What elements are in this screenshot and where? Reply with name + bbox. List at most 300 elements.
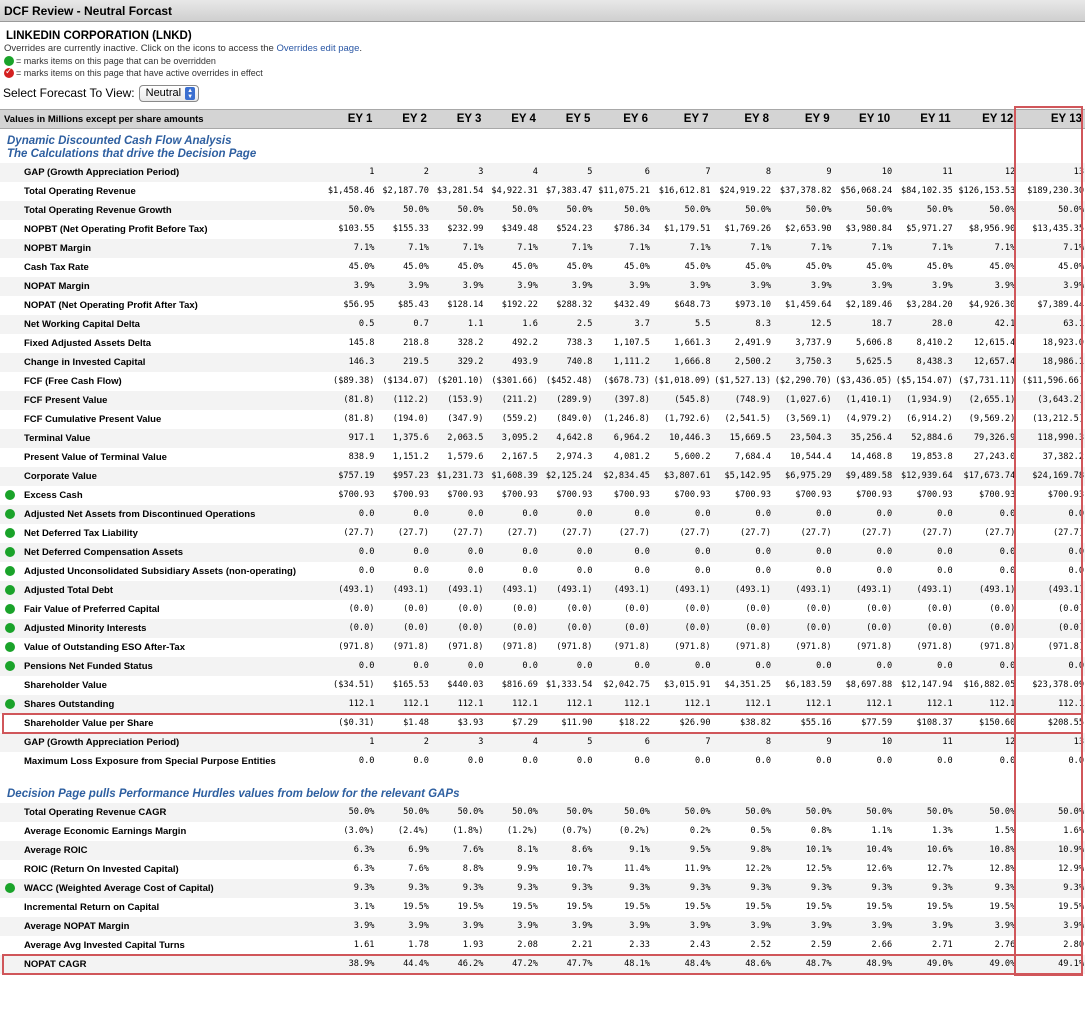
table-cell: (0.0) xyxy=(321,619,376,638)
row-label xyxy=(0,955,321,974)
table-cell: $13,435.35 xyxy=(1032,224,1084,234)
table-cell: 0.0 xyxy=(467,756,484,766)
overrides-note-text: Overrides are currently inactive. Click on the icons to access the xyxy=(4,43,277,54)
red-check-icon xyxy=(4,68,14,78)
column-header: EY 3 xyxy=(430,110,485,129)
table-cell: $208.55 xyxy=(1047,718,1084,728)
row-label-text: Change in Invested Capital xyxy=(24,356,146,368)
table-cell: 8.8% xyxy=(462,864,484,874)
table-cell: ($3,436.05) xyxy=(835,376,893,386)
table-row xyxy=(0,410,1085,429)
table-cell: $1,333.54 xyxy=(545,680,593,690)
table-cell: (2,541.5) xyxy=(724,414,772,424)
table-cell: 13 xyxy=(1016,733,1085,752)
table-cell: 63.1 xyxy=(1016,315,1085,334)
table-cell: 0.0 xyxy=(1016,657,1085,676)
table-cell: (0.0) xyxy=(866,604,893,614)
table-cell: (0.0) xyxy=(926,604,953,614)
table-cell: 0.0 xyxy=(876,566,893,576)
table-cell: 3 xyxy=(430,163,485,182)
table-cell: $56.95 xyxy=(343,300,375,310)
legend-red xyxy=(4,67,1085,79)
table-cell: 18.7 xyxy=(833,315,894,334)
table-cell: 12.8% xyxy=(989,864,1016,874)
table-cell: $26.90 xyxy=(679,718,711,728)
table-cell: (971.8) xyxy=(795,642,832,652)
table-cell: 738.3 xyxy=(566,338,593,348)
row-label-text: WACC (Weighted Average Cost of Capital) xyxy=(24,882,214,894)
table-cell: 9 xyxy=(772,163,833,182)
table-cell: 0.5 xyxy=(321,315,376,334)
table-cell: 917.1 xyxy=(321,429,376,448)
table-cell: 0.0 xyxy=(833,505,894,524)
table-header-row xyxy=(0,110,1085,129)
table-cell: 112.1 xyxy=(321,695,376,714)
table-cell: 0.0 xyxy=(893,505,954,524)
table-cell: 2.80 xyxy=(1063,940,1084,950)
table-cell: $55.16 xyxy=(800,718,832,728)
table-cell: (27.7) xyxy=(343,528,375,538)
table-cell: $16,882.05 xyxy=(963,680,1016,690)
section-title xyxy=(0,771,1085,803)
table-cell: (27.7) xyxy=(800,528,832,538)
table-cell: (27.7) xyxy=(679,528,711,538)
table-cell: (2,655.1) xyxy=(954,391,1017,410)
table-cell: ($301.66) xyxy=(491,376,538,386)
override-dot-icon[interactable] xyxy=(5,883,15,893)
table-cell: 11.9% xyxy=(684,864,711,874)
table-cell: 0.0 xyxy=(999,566,1016,576)
table-cell: 2.52 xyxy=(750,940,772,950)
row-label xyxy=(0,334,321,353)
table-cell: 3.9% xyxy=(893,277,954,296)
row-label-text: Incremental Return on Capital xyxy=(24,901,160,913)
row-label xyxy=(0,562,321,581)
table-cell: 50.0% xyxy=(1016,201,1085,220)
table-cell: 9.3% xyxy=(321,879,376,898)
table-cell: 7.6% xyxy=(408,864,429,874)
table-cell: 28.0 xyxy=(893,315,954,334)
table-cell: ($2,290.70) xyxy=(774,376,832,386)
table-cell: $84,102.35 xyxy=(900,186,953,196)
table-cell: (1,246.8) xyxy=(603,414,650,424)
table-cell: 50.0% xyxy=(772,201,833,220)
table-cell: $700.93 xyxy=(674,490,711,500)
row-label-text: GAP (Growth Appreciation Period) xyxy=(24,166,180,178)
table-cell: (194.0) xyxy=(392,414,429,424)
table-cell: (545.8) xyxy=(651,391,712,410)
section-title-line: Decision Page pulls Performance Hurdles values from below for the relevant GAPs xyxy=(7,787,460,800)
table-row xyxy=(0,955,1085,974)
table-cell: $155.33 xyxy=(392,224,429,234)
table-cell: (0.2%) xyxy=(618,826,650,836)
table-cell: 3.9% xyxy=(539,917,594,936)
table-cell: 19,853.8 xyxy=(911,452,953,462)
table-cell: 112.1 xyxy=(954,695,1017,714)
table-cell: 4,081.2 xyxy=(613,452,650,462)
table-row xyxy=(0,524,1085,543)
table-row xyxy=(0,841,1085,860)
table-cell: 2.5 xyxy=(539,315,594,334)
overrides-note xyxy=(4,43,1085,55)
table-cell: 50.0% xyxy=(593,803,651,822)
table-cell: (1,027.6) xyxy=(772,391,833,410)
table-cell: 47.7% xyxy=(539,955,594,974)
override-dot-icon[interactable] xyxy=(5,642,15,652)
row-label-text: Fair Value of Preferred Capital xyxy=(24,603,160,615)
table-cell: (559.2) xyxy=(501,414,538,424)
table-cell: 45.0% xyxy=(989,262,1016,272)
table-cell: (0.0) xyxy=(348,604,375,614)
table-cell: (4,979.2) xyxy=(845,414,893,424)
table-cell: $7.29 xyxy=(512,718,538,728)
table-cell: 8.1% xyxy=(484,841,539,860)
table-cell: 50.0% xyxy=(833,201,894,220)
table-cell: 0.0 xyxy=(539,505,594,524)
table-cell: 0.0 xyxy=(522,566,538,576)
table-cell: 328.2 xyxy=(457,338,484,348)
table-cell: $700.93 xyxy=(1047,490,1084,500)
table-cell: 0.0 xyxy=(593,657,651,676)
table-cell: 3.9% xyxy=(539,277,594,296)
table-cell: 3.9% xyxy=(712,917,773,936)
table-cell: $288.32 xyxy=(556,300,593,310)
table-cell: 3.9% xyxy=(954,917,1017,936)
table-cell: 50.0% xyxy=(539,201,594,220)
table-cell: 3.9% xyxy=(833,277,894,296)
table-cell: ($34.51) xyxy=(333,680,375,690)
table-cell: $3,281.54 xyxy=(436,186,484,196)
row-label-text: Shareholder Value xyxy=(24,679,107,691)
table-cell: (971.8) xyxy=(613,642,650,652)
table-cell: 19.5% xyxy=(512,902,538,912)
table-cell: 3.9% xyxy=(430,277,485,296)
table-row xyxy=(0,733,1085,752)
table-cell: 112.1 xyxy=(539,695,594,714)
table-cell: 1,151.2 xyxy=(392,452,429,462)
table-cell: 50.0% xyxy=(321,803,376,822)
column-header: EY 7 xyxy=(651,110,712,129)
table-cell: 45.0% xyxy=(403,262,429,272)
table-cell: 38.9% xyxy=(321,955,376,974)
table-cell: $12,939.64 xyxy=(893,467,954,486)
table-cell: (0.0) xyxy=(684,604,711,614)
table-cell: $700.93 xyxy=(392,490,429,500)
row-label xyxy=(0,581,321,600)
row-label-text: NOPAT Margin xyxy=(24,280,90,292)
table-cell: 7.1% xyxy=(539,239,594,258)
table-cell: 79,326.9 xyxy=(954,429,1017,448)
table-cell: 3.9% xyxy=(1016,917,1085,936)
row-label-text: Adjusted Unconsolidated Subsidiary Assets (non-operating) xyxy=(24,565,297,577)
table-cell: 3.9% xyxy=(321,917,376,936)
section-title-row xyxy=(0,129,1085,163)
table-cell: 0.0 xyxy=(893,543,954,562)
table-cell: 329.2 xyxy=(430,353,485,372)
table-cell: 12.2% xyxy=(745,864,772,874)
forecast-select-label: Select Forecast To View: xyxy=(3,86,135,100)
table-cell: 3.9% xyxy=(712,277,773,296)
table-cell: $757.19 xyxy=(321,467,376,486)
table-cell: $3,980.84 xyxy=(845,224,893,234)
table-cell: (0.0) xyxy=(375,619,430,638)
override-dot-icon[interactable] xyxy=(5,528,15,538)
table-cell: 18,986.1 xyxy=(1016,353,1085,372)
override-dot-icon[interactable] xyxy=(5,566,15,576)
table-cell: 3.9% xyxy=(651,277,712,296)
table-cell: 10,544.4 xyxy=(790,452,832,462)
table-cell: (81.8) xyxy=(343,414,375,424)
table-cell: (493.1) xyxy=(893,581,954,600)
table-cell: $4,926.30 xyxy=(968,300,1016,310)
column-header: EY 1 xyxy=(321,110,376,129)
override-dot-icon[interactable] xyxy=(5,509,15,519)
table-cell: $8,697.88 xyxy=(845,680,893,690)
table-cell: $103.55 xyxy=(338,224,375,234)
table-cell: 1,661.3 xyxy=(674,338,711,348)
table-cell: $24,169.78 xyxy=(1016,467,1085,486)
table-cell: 0.0 xyxy=(375,543,430,562)
table-cell: 492.2 xyxy=(512,338,538,348)
override-dot-icon[interactable] xyxy=(5,623,15,633)
table-cell: 1,579.6 xyxy=(447,452,484,462)
table-cell: 3.9% xyxy=(1016,277,1085,296)
table-row xyxy=(0,879,1085,898)
table-cell: 0.0 xyxy=(430,505,485,524)
section-title-row xyxy=(0,771,1085,803)
row-label xyxy=(0,543,321,562)
table-cell: 2 xyxy=(375,733,430,752)
row-label xyxy=(0,277,321,296)
table-cell: (397.8) xyxy=(593,391,651,410)
override-dot-icon[interactable] xyxy=(5,699,15,709)
override-dot-icon[interactable] xyxy=(5,490,15,500)
table-cell: (27.7) xyxy=(921,528,953,538)
table-cell: $700.93 xyxy=(501,490,538,500)
table-cell: $2,189.46 xyxy=(845,300,893,310)
table-cell: 0.2% xyxy=(689,826,711,836)
table-row xyxy=(0,391,1085,410)
table-cell: 112.1 xyxy=(893,695,954,714)
row-label-text: NOPBT (Net Operating Profit Before Tax) xyxy=(24,223,208,235)
table-cell: 7 xyxy=(651,733,712,752)
table-cell: (971.8) xyxy=(734,642,772,652)
table-cell: $700.93 xyxy=(855,490,893,500)
table-cell: 0.0 xyxy=(937,756,953,766)
table-cell: $18.22 xyxy=(618,718,650,728)
legend-green xyxy=(4,55,1085,67)
table-cell: ($134.07) xyxy=(382,376,429,386)
table-cell: (211.2) xyxy=(484,391,539,410)
row-label-text: Total Operating Revenue xyxy=(24,185,136,197)
table-cell: 2.59 xyxy=(810,940,832,950)
table-cell: 0.0 xyxy=(539,543,594,562)
override-dot-icon[interactable] xyxy=(5,585,15,595)
table-cell: (0.0) xyxy=(566,604,593,614)
row-label xyxy=(0,429,321,448)
table-cell: (493.1) xyxy=(539,581,594,600)
table-cell: 2.43 xyxy=(689,940,711,950)
row-label-text: Net Deferred Tax Liability xyxy=(24,527,138,539)
row-label-text: Corporate Value xyxy=(24,470,97,482)
table-cell: 8.6% xyxy=(539,841,594,860)
table-cell: 11 xyxy=(893,733,954,752)
row-label xyxy=(0,936,321,955)
table-cell: 112.1 xyxy=(430,695,485,714)
row-label-text: Net Deferred Compensation Assets xyxy=(24,546,184,558)
table-cell: 7.1% xyxy=(430,239,485,258)
table-cell: 112.1 xyxy=(651,695,712,714)
table-cell: (9,569.2) xyxy=(968,414,1016,424)
table-cell: 19.5% xyxy=(926,902,953,912)
table-cell: 9.8% xyxy=(712,841,773,860)
override-dot-icon[interactable] xyxy=(5,661,15,671)
row-label xyxy=(0,695,321,714)
row-label xyxy=(0,524,321,543)
row-label xyxy=(0,638,321,657)
table-cell: (493.1) xyxy=(1016,581,1085,600)
table-cell: (971.8) xyxy=(501,642,538,652)
table-cell: 9.3% xyxy=(539,879,594,898)
table-cell: $165.53 xyxy=(392,680,429,690)
table-cell: 3.1% xyxy=(353,902,375,912)
forecast-select[interactable] xyxy=(139,85,199,102)
row-label-text: Maximum Loss Exposure from Special Purpose Entities xyxy=(24,755,276,767)
table-row xyxy=(0,296,1085,315)
table-cell: 5 xyxy=(539,163,594,182)
table-cell: $3.93 xyxy=(457,718,484,728)
table-cell: 9.3% xyxy=(1016,879,1085,898)
row-label-text: Fixed Adjusted Assets Delta xyxy=(24,337,152,349)
table-cell: 0.0 xyxy=(651,657,712,676)
table-cell: 1.78 xyxy=(408,940,429,950)
table-cell: $1.48 xyxy=(403,718,429,728)
row-label xyxy=(0,391,321,410)
table-cell: 2.76 xyxy=(994,940,1016,950)
table-cell: 6.3% xyxy=(353,864,375,874)
column-header: EY 4 xyxy=(484,110,539,129)
table-cell: (27.7) xyxy=(561,528,593,538)
table-cell: 2.71 xyxy=(932,940,953,950)
table-cell: 0.0 xyxy=(358,756,375,766)
table-cell: $5,142.95 xyxy=(712,467,773,486)
table-cell: (493.1) xyxy=(593,581,651,600)
table-cell: 0.0 xyxy=(430,543,485,562)
table-cell: $700.93 xyxy=(556,490,593,500)
row-label xyxy=(0,879,321,898)
table-cell: (0.0) xyxy=(484,619,539,638)
table-cell: 6.9% xyxy=(375,841,430,860)
table-cell: 7.1% xyxy=(893,239,954,258)
table-cell: (493.1) xyxy=(712,581,773,600)
row-label-text: Average Economic Earnings Margin xyxy=(24,825,187,837)
table-cell: 52,884.6 xyxy=(893,429,954,448)
table-cell: (1,934.9) xyxy=(893,391,954,410)
row-label xyxy=(0,467,321,486)
override-dot-icon[interactable] xyxy=(5,547,15,557)
table-cell: 48.1% xyxy=(593,955,651,974)
table-cell: (0.0) xyxy=(772,619,833,638)
table-cell: 27,243.0 xyxy=(973,452,1016,462)
table-row xyxy=(0,467,1085,486)
table-cell: (112.2) xyxy=(375,391,430,410)
table-cell: $126,153.53 xyxy=(958,186,1016,196)
table-cell: 9.5% xyxy=(651,841,712,860)
table-cell: 12 xyxy=(954,163,1017,182)
table-cell: 45.0% xyxy=(745,262,772,272)
table-cell: $23,378.09 xyxy=(1032,680,1084,690)
table-cell: (0.0) xyxy=(712,619,773,638)
row-label xyxy=(0,505,321,524)
column-header: EY 13 xyxy=(1016,110,1085,129)
table-cell: 49.1% xyxy=(1016,955,1085,974)
table-cell: $4,922.31 xyxy=(491,186,538,196)
row-label xyxy=(0,733,321,752)
table-cell: ($11,596.66) xyxy=(1021,376,1084,386)
table-cell: $6,183.59 xyxy=(785,680,832,690)
row-label-text: Value of Outstanding ESO After-Tax xyxy=(24,641,185,653)
table-cell: 19.5% xyxy=(866,902,893,912)
table-cell: $232.99 xyxy=(447,224,484,234)
row-label-text: Adjusted Total Debt xyxy=(24,584,114,596)
table-cell: (493.1) xyxy=(833,581,894,600)
table-row xyxy=(0,803,1085,822)
table-cell: 3,750.3 xyxy=(772,353,833,372)
table-cell: 2,974.3 xyxy=(556,452,593,462)
table-cell: $11,075.21 xyxy=(598,186,650,196)
table-row xyxy=(0,163,1085,182)
table-cell: 112.1 xyxy=(833,695,894,714)
table-row xyxy=(0,353,1085,372)
table-cell: 112.1 xyxy=(484,695,539,714)
table-cell: 46.2% xyxy=(430,955,485,974)
table-cell: 3.9% xyxy=(651,917,712,936)
table-cell: 13 xyxy=(1016,163,1085,182)
table-cell: $2,834.45 xyxy=(593,467,651,486)
section-title xyxy=(0,129,1085,163)
table-cell: 0.0 xyxy=(755,566,772,576)
table-row xyxy=(0,277,1085,296)
table-cell: 0.5% xyxy=(750,826,772,836)
row-label-text: Excess Cash xyxy=(24,489,83,501)
table-cell: $957.23 xyxy=(375,467,430,486)
table-cell: 45.0% xyxy=(805,262,832,272)
table-cell: $192.22 xyxy=(501,300,538,310)
table-cell: 1,666.8 xyxy=(651,353,712,372)
override-dot-icon[interactable] xyxy=(5,604,15,614)
table-cell: $5,971.27 xyxy=(906,224,953,234)
company-name: LINKEDIN CORPORATION (LNKD) xyxy=(6,30,192,42)
overrides-edit-link[interactable]: Overrides edit page xyxy=(276,43,360,54)
table-cell: 146.3 xyxy=(321,353,376,372)
table-cell: (27.7) xyxy=(1052,528,1084,538)
table-cell: $150.60 xyxy=(979,718,1016,728)
table-cell: 5.5 xyxy=(651,315,712,334)
table-cell: 12.9% xyxy=(1058,864,1084,874)
table-cell: 9.3% xyxy=(651,879,712,898)
table-cell: (153.9) xyxy=(430,391,485,410)
table-cell: $108.37 xyxy=(916,718,953,728)
table-cell: 9.3% xyxy=(833,879,894,898)
window-title: DCF Review - Neutral Forcast xyxy=(0,0,1085,22)
row-label-text: Present Value of Terminal Value xyxy=(24,451,167,463)
table-cell: 0.0 xyxy=(712,505,773,524)
table-cell: 9.9% xyxy=(517,864,538,874)
table-cell: 19.5% xyxy=(1058,902,1084,912)
table-cell: (3.0%) xyxy=(343,826,375,836)
table-cell: 7.1% xyxy=(954,239,1017,258)
table-cell: $524.23 xyxy=(556,224,593,234)
